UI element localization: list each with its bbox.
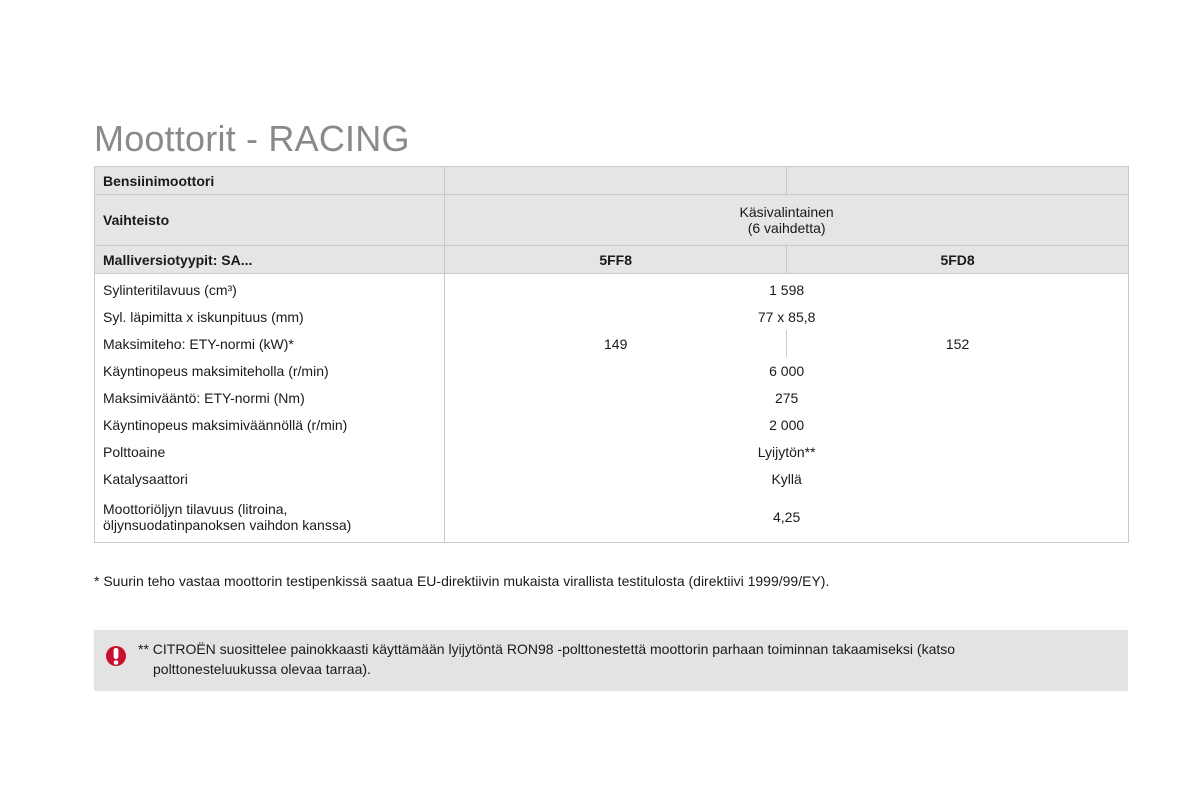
row-value-col1: 149 xyxy=(445,330,787,357)
row-label-line1: Moottoriöljyn tilavuus (litroina, xyxy=(103,501,288,517)
table-row xyxy=(95,384,1129,411)
table-row xyxy=(95,330,1129,357)
engine-spec-table xyxy=(94,166,1129,543)
row-label: Käyntinopeus maksimiväännöllä (r/min) xyxy=(95,411,445,438)
engine-row xyxy=(95,167,1129,195)
row-value: Kyllä xyxy=(445,465,1129,492)
warning-icon xyxy=(105,644,127,668)
model-label: Malliversiotyypit: SA... xyxy=(95,246,445,274)
notice-line1: ** CITROËN suosittelee painokkaasti käyttämään lyijytöntä RON98 -polttonestettä moottorin parhaan toiminnan takaamiseksi (katso xyxy=(138,641,956,657)
row-label-line2: öljynsuodatinpanoksen vaihdon kanssa) xyxy=(103,517,352,533)
engine-label: Bensiinimoottori xyxy=(95,167,445,195)
row-value: 6 000 xyxy=(445,357,1129,384)
table-row xyxy=(95,303,1129,330)
row-value-col2: 152 xyxy=(787,330,1129,357)
footnote: * Suurin teho vastaa moottorin testipenkissä saatua EU-direktiivin mukaista virallista testitulosta (direktiivi 1999/99/EY). xyxy=(94,573,830,589)
row-value: 2 000 xyxy=(445,411,1129,438)
table-row xyxy=(95,492,1129,543)
table-row xyxy=(95,357,1129,384)
row-value: 77 x 85,8 xyxy=(445,303,1129,330)
row-value: Lyijytön** xyxy=(445,438,1129,465)
row-label: Syl. läpimitta x iskunpituus (mm) xyxy=(95,303,445,330)
model-col2: 5FD8 xyxy=(787,246,1129,274)
page-title: Moottorit - RACING xyxy=(94,118,410,159)
engine-cell-empty-2 xyxy=(787,167,1129,195)
row-label: Sylinteritilavuus (cm³) xyxy=(95,274,445,304)
row-value: 1 598 xyxy=(445,274,1129,304)
row-label: Käyntinopeus maksimiteholla (r/min) xyxy=(95,357,445,384)
row-value: 4,25 xyxy=(445,492,1129,543)
row-label: Katalysaattori xyxy=(95,465,445,492)
notice-line2: polttonesteluukussa olevaa tarraa). xyxy=(153,661,371,677)
row-label: Maksimiteho: ETY-normi (kW)* xyxy=(95,330,445,357)
table-row xyxy=(95,438,1129,465)
row-label xyxy=(95,492,445,543)
gearbox-label: Vaihteisto xyxy=(95,195,445,246)
row-label: Polttoaine xyxy=(95,438,445,465)
model-row xyxy=(95,246,1129,274)
notice-text xyxy=(138,639,1098,679)
table-row xyxy=(95,274,1129,304)
engine-cell-empty-1 xyxy=(445,167,787,195)
gearbox-value-line2: (6 vaihdetta) xyxy=(747,220,826,236)
row-value: 275 xyxy=(445,384,1129,411)
table-row xyxy=(95,465,1129,492)
row-label: Maksimivääntö: ETY-normi (Nm) xyxy=(95,384,445,411)
table-row xyxy=(95,411,1129,438)
model-col1: 5FF8 xyxy=(445,246,787,274)
gearbox-value xyxy=(445,195,1129,246)
notice-box xyxy=(94,630,1128,691)
gearbox-value-line1: Käsivalintainen xyxy=(739,204,834,220)
gearbox-row xyxy=(95,195,1129,246)
